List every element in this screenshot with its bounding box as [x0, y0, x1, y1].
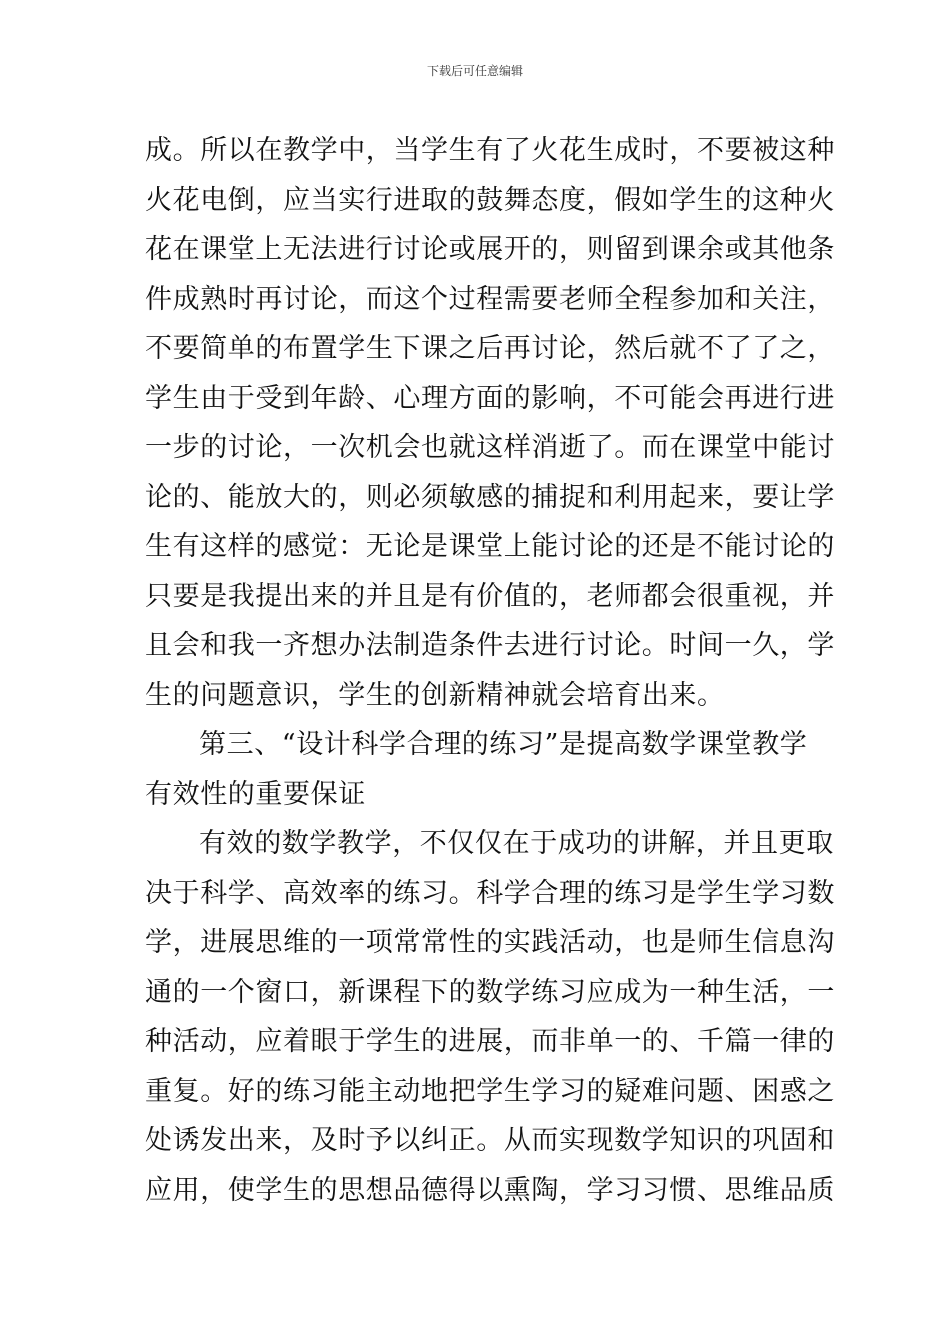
document-body: [145, 126, 835, 1215]
text-line: 决于科学、高效率的练习。科学合理的练习是学生学习数: [145, 877, 835, 909]
text-line: 且会和我一齐想办法制造条件去进行讨论。时间一久，学: [145, 630, 835, 661]
text-line: 论的、能放大的，则必须敏感的捕捉和利用起来，要让学: [145, 481, 835, 513]
text-line: 通的一个窗口，新课程下的数学练习应成为一种生活，一: [145, 976, 835, 1008]
text-line: 应用，使学生的思想品德得以熏陶，学习习惯、思维品质: [145, 1174, 835, 1206]
text-line: 重复。好的练习能主动地把学生学习的疑难问题、困惑之: [145, 1075, 835, 1107]
text-line: 只要是我提出来的并且是有价值的，老师都会很重视，并: [145, 580, 835, 612]
text-line: 处诱发出来，及时予以纠正。从而实现数学知识的巩固和: [145, 1125, 835, 1156]
text-line: 种活动，应着眼于学生的进展，而非单一的、千篇一律的: [145, 1026, 835, 1057]
section-heading-line: 第三、“设计科学合理的练习”是提高数学课堂教学: [199, 729, 808, 760]
text-line: 不要简单的布置学生下课之后再讨论，然后就不了了之，: [145, 333, 835, 364]
text-line: 火花电倒，应当实行进取的鼓舞态度，假如学生的这种火: [145, 184, 835, 216]
text-line: 成。所以在教学中，当学生有了火花生成时，不要被这种: [145, 135, 835, 166]
text-line: 一步的讨论，一次机会也就这样消逝了。而在课堂中能讨: [145, 432, 835, 463]
text-line: 学生由于受到年龄、心理方面的影响，不可能会再进行进: [145, 382, 835, 414]
section-heading-line: 有效性的重要保证: [145, 778, 366, 810]
text-line: 生的问题意识，学生的创新精神就会培育出来。: [145, 679, 725, 711]
text-line: 生有这样的感觉：无论是课堂上能讨论的还是不能讨论的: [145, 531, 835, 562]
text-line: 花在课堂上无法进行讨论或展开的，则留到课余或其他条: [145, 234, 835, 265]
text-line: 有效的数学教学，不仅仅在于成功的讲解，并且更取: [199, 828, 834, 859]
page-header-note: 下载后可任意编辑: [426, 64, 523, 78]
text-line: 学，进展思维的一项常常性的实践活动，也是师生信息沟: [145, 927, 835, 958]
text-line: 件成熟时再讨论，而这个过程需要老师全程参加和关注，: [145, 283, 835, 315]
